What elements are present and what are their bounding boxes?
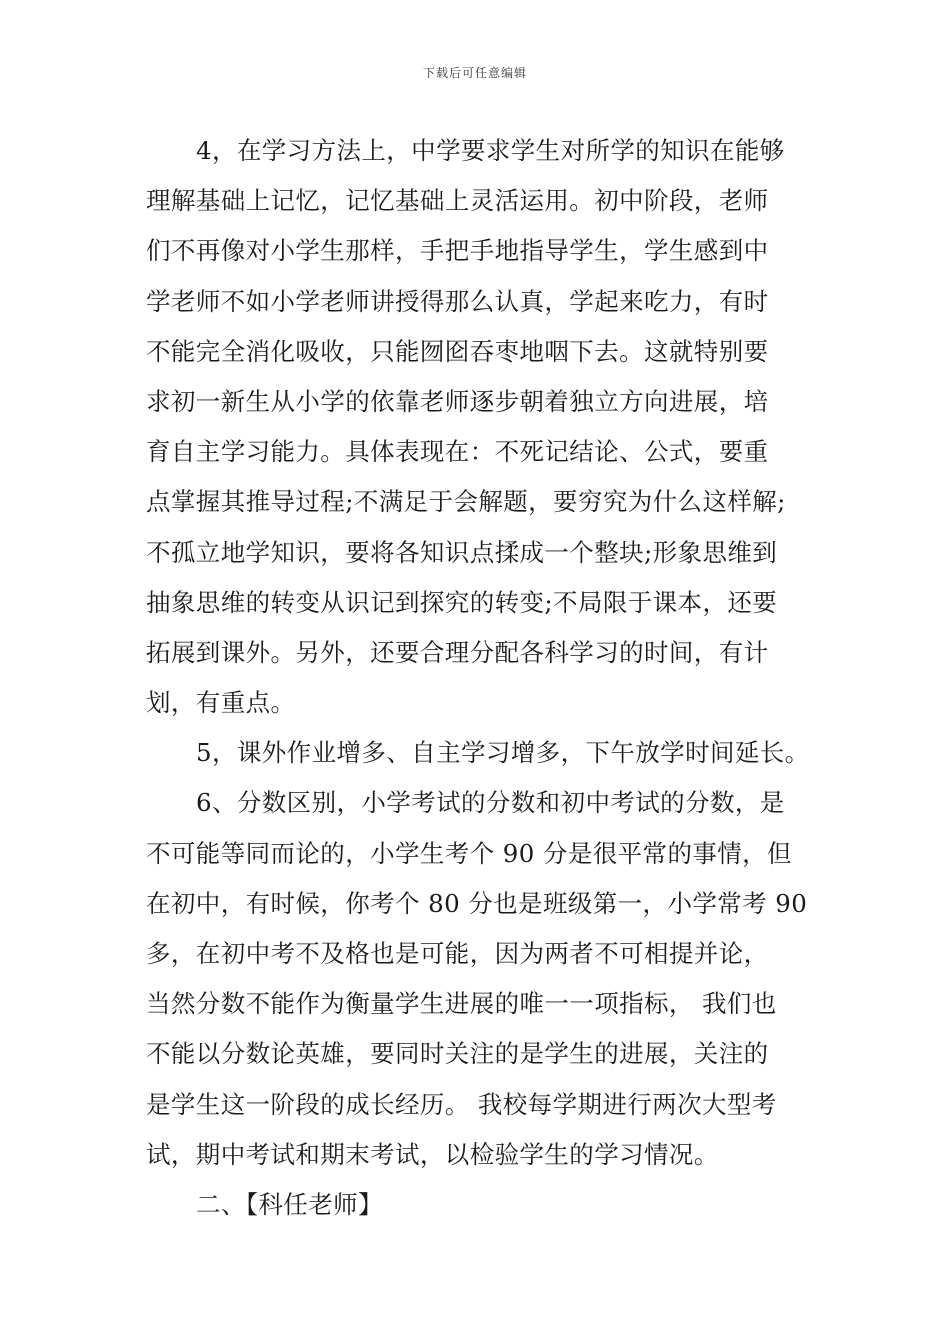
paragraph-line: 育自主学习能力。具体表现在：不死记结论、公式，要重 (146, 437, 769, 467)
paragraph-line: 在初中，有时候，你考个 80 分也是班级第一，小学常考 90 (146, 888, 808, 918)
document-body (146, 126, 822, 1230)
section-heading: 二、【科任老师】 (196, 1189, 383, 1219)
paragraph-line: 6、分数区别，小学考试的分数和初中考试的分数，是 (196, 788, 785, 818)
paragraph-line: 拓展到课外。另外，还要合理分配各科学习的时间，有计 (146, 637, 769, 667)
paragraph-line: 划，有重点。 (146, 688, 296, 718)
paragraph-line: 们不再像对小学生那样，手把手地指导学生，学生感到中 (146, 236, 769, 266)
paragraph-line: 是学生这一阶段的成长经历。 我校每学期进行两次大型考 (146, 1089, 777, 1119)
page-header: 下载后可任意编辑 (422, 66, 527, 80)
paragraph-line: 多，在初中考不及格也是可能，因为两者不可相提并论， (146, 939, 769, 968)
paragraph-line: 试，期中考试和期末考试，以检验学生的学习情况。 (146, 1139, 719, 1169)
paragraph-line: 抽象思维的转变从识记到探究的转变;不局限于课本，还要 (146, 587, 778, 617)
paragraph-line: 5，课外作业增多、自主学习增多，下午放学时间延长。 (196, 738, 810, 768)
paragraph-line: 理解基础上记忆，记忆基础上灵活运用。初中阶段，老师 (146, 186, 769, 216)
paragraph-line: 不孤立地学知识，要将各知识点揉成一个整块;形象思维到 (146, 537, 778, 567)
paragraph-line: 点掌握其推导过程;不满足于会解题，要穷究为什么这样解; (146, 487, 786, 517)
paragraph-line: 学老师不如小学老师讲授得那么认真，学起来吃力，有时 (146, 286, 769, 316)
paragraph-line: 不可能等同而论的，小学生考个 90 分是很平常的事情，但 (146, 838, 792, 868)
paragraph-line: 4，在学习方法上，中学要求学生对所学的知识在能够 (196, 136, 785, 165)
paragraph-line: 不能以分数论英雄，要同时关注的是学生的进展，关注的 (146, 1039, 769, 1069)
paragraph-line: 求初一新生从小学的依靠老师逐步朝着独立方向进展，培 (146, 386, 769, 416)
paragraph-line: 不能完全消化吸收，只能囫囵吞枣地咽下去。这就特别要 (146, 336, 769, 366)
paragraph-line: 当然分数不能作为衡量学生进展的唯一一项指标， 我们也 (146, 989, 777, 1019)
